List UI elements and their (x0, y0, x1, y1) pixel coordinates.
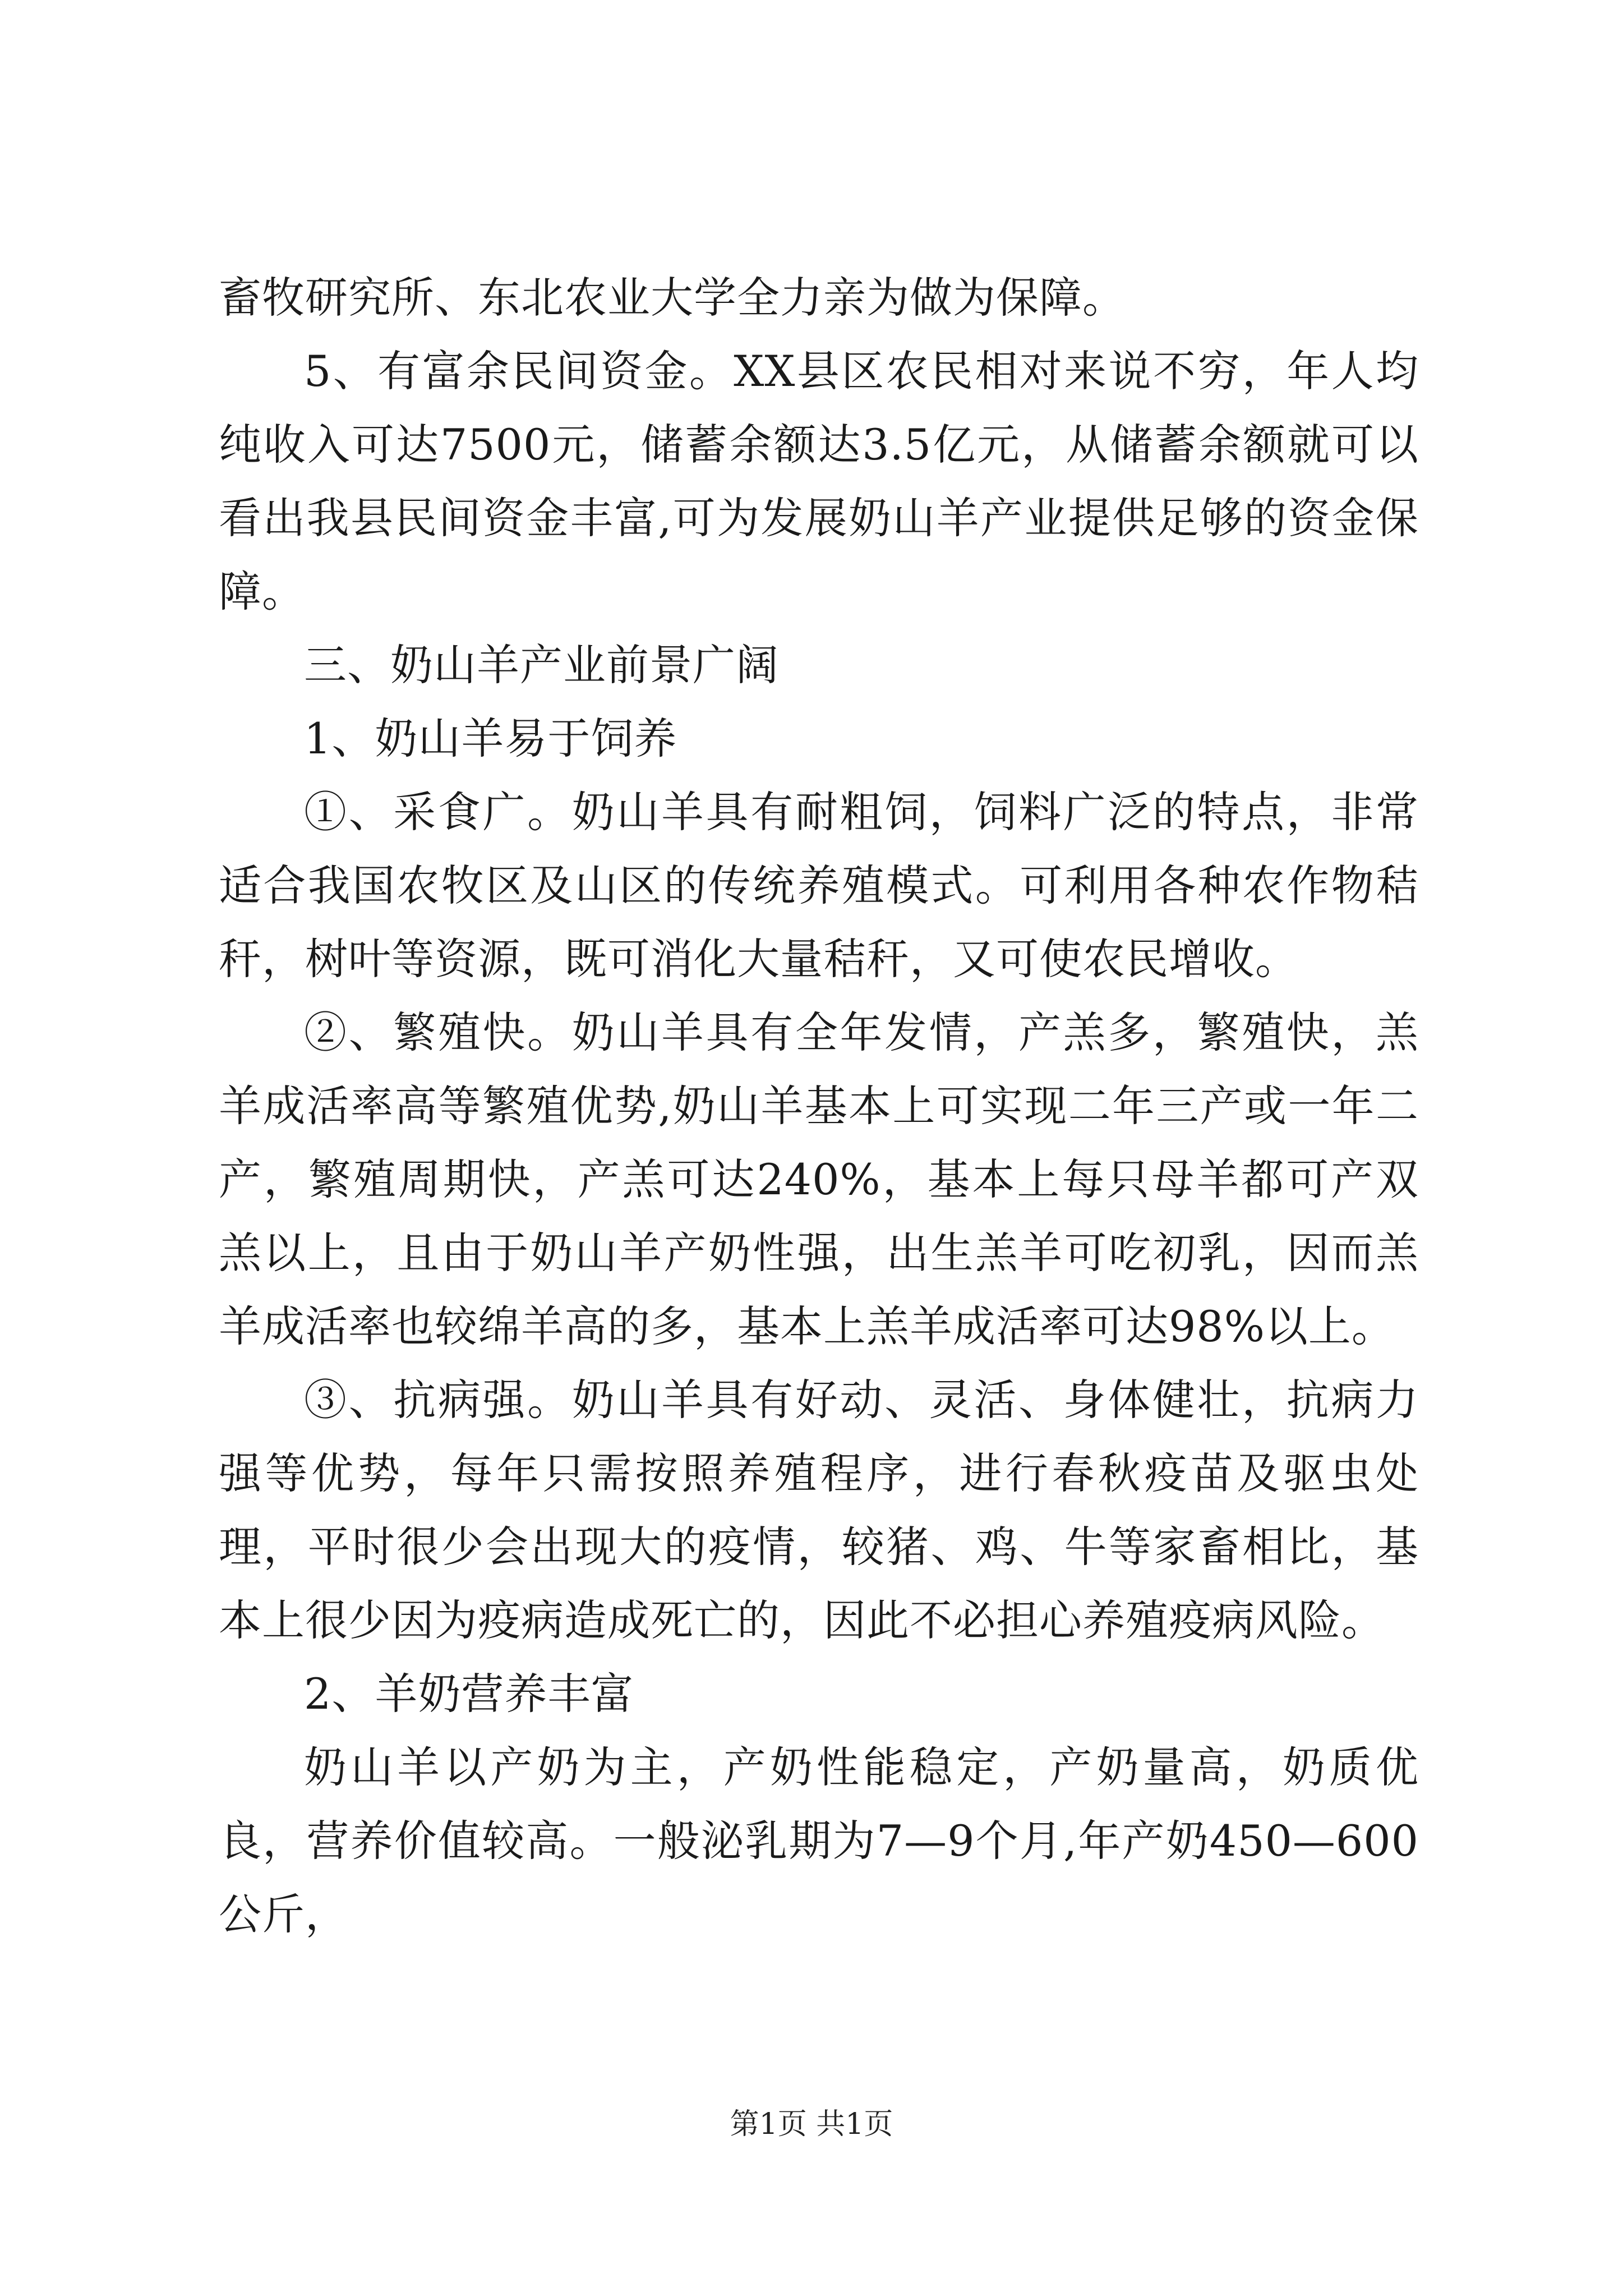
document-body (219, 261, 1419, 1951)
paragraph-2: 5、有富余民间资金。XX县区农民相对来说不穷，年人均纯收入可达7500元，储蓄余额达3.5亿元，从储蓄余额就可以看出我县民间资金丰富,可为发展奶山羊产业提供足够的资金保障。 (219, 346, 1419, 616)
paragraph-disease-resistance: ③、抗病强。奶山羊具有好动、灵活、身体健壮，抗病力强等优势，每年只需按照养殖程序，进行春秋疫苗及驱虫处理，平时很少会出现大的疫情，较猪、鸡、牛等家畜相比，基本上很少因为疫病造成死亡的，因此不必担心养殖疫病风险。 (219, 1375, 1419, 1645)
paragraph-feeding: ①、采食广。奶山羊具有耐粗饲，饲料广泛的特点，非常适合我国农牧区及山区的传统养殖模式。可利用各种农作物秸秆，树叶等资源，既可消化大量秸秆，又可使农民增收。 (219, 787, 1419, 984)
page-footer: 第1页 共1页 (730, 2108, 893, 2141)
subheading-1: 1、奶山羊易于饲养 (304, 714, 677, 763)
subheading-2: 2、羊奶营养丰富 (304, 1669, 634, 1719)
paragraph-1: 畜牧研究所、东北农业大学全力亲为做为保障。 (219, 273, 1126, 323)
section-heading-3: 三、奶山羊产业前景广阔 (304, 640, 779, 690)
paragraph-breeding: ②、繁殖快。奶山羊具有全年发情，产羔多，繁殖快，羔羊成活率高等繁殖优势,奶山羊基本上可实现二年三产或一年二产，繁殖周期快，产羔可达240%，基本上每只母羊都可产双羔以上，且由于奶山羊产奶性强，出生羔羊可吃初乳，因而羔羊成活率也较绵羊高的多，基本上羔羊成活率可达98%以上。 (219, 1007, 1419, 1351)
paragraph-nutrition: 奶山羊以产奶为主，产奶性能稳定，产奶量高，奶质优良，营养价值较高。一般泌乳期为7—9个月,年产奶450—600公斤， (219, 1742, 1419, 1939)
